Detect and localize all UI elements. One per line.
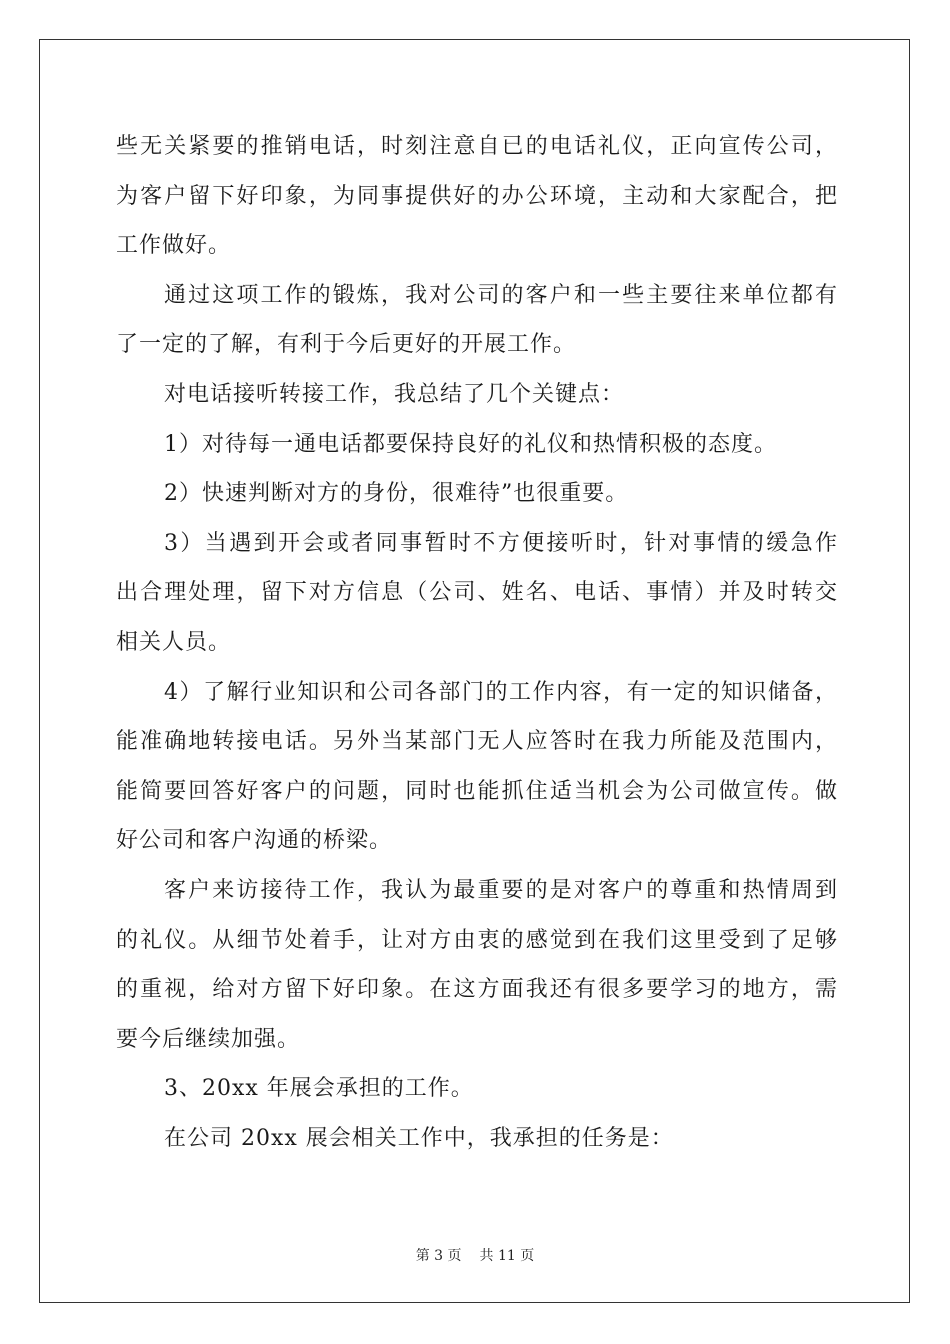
text-line: 的重视，给对方留下好印象。在这方面我还有很多要学习的地方，需 [116,977,838,1003]
paragraph [116,866,838,1064]
text-line: 3、20xx 年展会承担的工作。 [164,1076,474,1102]
text-line: 3）当遇到开会或者同事暂时不方便接听时，针对事情的缓急作 [164,530,838,556]
text-line: 了一定的了解，有利于今后更好的开展工作。 [116,332,577,358]
text-line: 4）了解行业知识和公司各部门的工作内容，有一定的知识储备， [164,679,838,705]
text-line: 2）快速判断对方的身份，很难待”也很重要。 [164,481,629,507]
text-line: 能简要回答好客户的问题，同时也能抓住适当机会为公司做宣传。做 [116,778,838,804]
paragraph [116,420,838,470]
page-footer [0,1245,950,1265]
text-line: 好公司和客户沟通的桥梁。 [116,828,393,854]
text-line: 能准确地转接电话。另外当某部门无人应答时在我力所能及范围内， [116,729,838,755]
page-number: 第 3 页 [415,1248,462,1264]
text-line: 在公司 20xx 展会相关工作中，我承担的任务是： [164,1125,674,1151]
text-line: 工作做好。 [116,233,232,259]
document-body [116,122,838,1163]
text-line: 相关人员。 [116,629,232,655]
text-line: 对电话接听转接工作，我总结了几个关键点： [164,381,625,407]
paragraph [116,1064,838,1114]
text-line: 客户来访接待工作，我认为最重要的是对客户的尊重和热情周到 [164,877,838,903]
text-line: 通过这项工作的锻炼，我对公司的客户和一些主要往来单位都有 [164,282,838,308]
text-line: 的礼仪。从细节处着手，让对方由衷的感觉到在我们这里受到了足够 [116,927,838,953]
paragraph [116,271,838,370]
text-line: 出合理处理，留下对方信息（公司、姓名、电话、事情）并及时转交 [116,580,838,606]
paragraph [116,469,838,519]
paragraph [116,122,838,271]
page-total: 共 11 页 [479,1248,535,1264]
paragraph [116,1114,838,1164]
text-line: 1）对待每一通电话都要保持良好的礼仪和热情积极的态度。 [164,431,777,457]
text-line: 些无关紧要的推销电话，时刻注意自已的电话礼仪，正向宣传公司， [116,134,838,159]
paragraph [116,519,838,668]
paragraph [116,370,838,420]
text-line: 要今后继续加强。 [116,1026,301,1052]
text-line: 为客户留下好印象，为同事提供好的办公环境，主动和大家配合，把 [116,183,838,209]
paragraph [116,668,838,866]
